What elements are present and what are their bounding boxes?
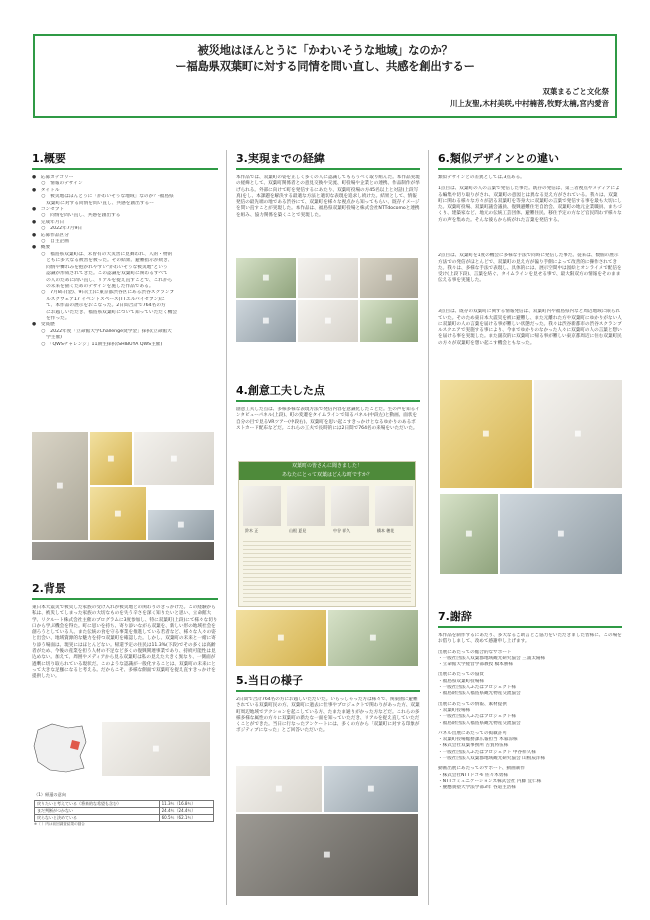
section-heading: 6.類似デザインとの違い	[438, 152, 560, 165]
section-heading: 2.背景	[32, 582, 66, 595]
camera-icon: ◼	[262, 316, 270, 326]
acknowledgement-line: 動画出展にあたってのサポート、動画制作	[438, 766, 525, 772]
section-event-day	[236, 672, 420, 766]
creativity-body: 創意工夫した点は、多様多様な表現方法で発信内容を意識化したことだ。生の声を知るインタビューパネル(上段)、町の変遷をタイムラインで知るパネル(中段左)と動画、面状を自分の目で見るVRツアー(中段右)、双葉町を思い起こすきっかけとなるゆかりのあるポストカード配布などだ。これらの工夫で長時的には2日間で764名の来場をいただいた。	[236, 407, 420, 431]
difference-point-3: 3点目は、既存の双葉町に関する情報発信は、双葉町内や福島県内など周辺地域に限られていた。そのため東日本大震災を被に避難し、また元離れた方や双葉町にゆかりがない人に双葉町の人の言葉を届ける事が難しい状態だった。我々は渋谷新都市の渋谷スクランブルスクエアで実施する事により、今までゆかりのなかった人々に双葉町の人の言葉と想いを届ける事を実現した。また副次的に双葉町に帰る事が難しい東京都周辺に住む双葉町民の方々が双葉町を想い起こす機会ともなった。	[438, 309, 622, 346]
timeline-panel-photo	[236, 610, 326, 666]
town-photo	[500, 494, 622, 574]
acknowledgement-line: ・福島財団法人福島県観光物産交流協会	[438, 720, 521, 726]
acknowledgement-line: パネル出展にあたっての掲載許可	[438, 730, 507, 736]
interviewee-name: 山根 夏見	[289, 528, 307, 533]
table-cell: 戻らないと決めている	[35, 815, 160, 822]
list-item: て、本作品の展示をおこなった。2日間合計で764名の方	[32, 303, 166, 309]
acknowledgement-line: 本作品を制作するにあたり、多大なるご助言とご協力をいただきました皆様に、この場をお借りしまして、改めて感謝申し上げます。	[438, 633, 622, 645]
camera-icon: ◼	[262, 273, 270, 283]
acknowledgement-line: ・立命館大学経営学部教授 橋本勝様	[438, 662, 513, 668]
heading-underline	[236, 400, 420, 402]
interview-panel	[238, 461, 416, 607]
acknowledgement-line: ・一般社団法人ふたばプロジェクト 中谷祥久様	[438, 749, 536, 755]
exhibition-photo	[90, 432, 132, 485]
list-item: を作った。	[32, 315, 70, 321]
section-heading: 5.当日の様子	[236, 674, 303, 687]
list-item: ともに多大なる被害を被った。その結果、避難指示が続き、	[32, 258, 173, 264]
acknowledgement-line: 出展にあたっての協賛	[438, 672, 484, 678]
table-cell: 11.3％（16.8％）	[159, 801, 213, 808]
camera-icon: ◼	[107, 453, 115, 464]
acknowledgement-line: ・一般社団法人双葉郡地域観光研究協会 三浦太陽様	[438, 655, 546, 661]
process-body: 本作品では、双葉町の姿を正しく多くの人に認識してもらうべく取り組んだ。本作品実現の経緯として、双葉町関係者との意見交換や交流、町役場や企業との連携、作品制作が挙げられる。外部に向けて町を発信するにあたり、双葉町役場の方45名以上と対話(上段写真)をし、本課題を解決する最適な方法と適切な表現を追求し続けた。結果として、情報発信の最先端の地である渋谷にて、双葉町を様々な視点から知ってもらい、既存イメージを問い直すことが実現した。本作品は、福島県双葉町役場と株式会社NTTdocomoと連携を組み、協力関係を築くことで実現した。	[236, 175, 420, 218]
section-differences	[438, 150, 622, 378]
table-row	[35, 808, 214, 815]
camera-icon: ◼	[465, 529, 473, 539]
camera-icon: ◼	[324, 316, 332, 326]
section-heading: 1.概要	[32, 152, 66, 165]
interviewee-photo	[243, 486, 281, 526]
section-heading: 4.創意工夫した点	[236, 384, 325, 397]
camera-icon: ◼	[324, 273, 332, 283]
camera-icon: ◼	[557, 529, 565, 539]
camera-icon: ◼	[385, 273, 393, 283]
list-item: 双葉町に対する同情を問い直し、共感を創出するー	[32, 200, 154, 206]
return-intention-table	[34, 800, 214, 822]
list-item: ルスクウェア17 イベントスペース(TTエルパイセブン)に	[32, 296, 165, 302]
panel-display-photo	[440, 380, 532, 488]
meeting-photo	[360, 300, 418, 342]
title-box	[33, 34, 617, 118]
heading-underline	[32, 598, 218, 600]
fukushima-map	[32, 722, 90, 774]
difference-point-1: 1点目は、双葉町の人の言葉で発信した事だ。既存の発信は、第三者視点やメディアによる編集や切り取りがされ、双葉町の意図とは異なる見え方がされている。我々は、双葉町に関わる様々な方々が語る双葉町を等身大に双葉町の言葉で発信する事を最も大切にした。双葉町役場、双葉町議会議員、復興避難住宅自治会、双葉町の地元企業職員、まちづくり、建築家など、地元の伝統工芸団体、避難住民、移住予定の方など官民問わず様々な方の声を集めた。そんな彼らから紡がれた言葉を発信する。	[438, 186, 622, 223]
acknowledgement-line: 出展にあたっての情報、素材提供	[438, 701, 507, 707]
meeting-photo	[236, 300, 296, 342]
table-note: ※（ ）内は前回調査結果の割合	[34, 822, 85, 826]
camera-icon: ◼	[56, 481, 64, 491]
list-item: ● 完成年月日	[32, 219, 65, 225]
heading-underline	[236, 690, 420, 692]
event-body: 2日間で合計764名の方にお越しいただいた。いらっしゃった方は様々で、関東圏に避難されている双葉町民の方、双葉町に過去に仕事やプロジェクトで関わりがあった方、双葉町周辺地域でアクションを起こしている方、たまたま通りがかった方などだ。これらの多様多様な属性の方々に双葉町の新たな一面を知っていただき、リアルを捉え直していただくことができた。当日に行なったアンケートには、多くの方から「双葉町に対する印象がポジティブになった」とご回答いただいた。	[236, 697, 420, 734]
table-cell: まだ判断がつかない	[35, 808, 160, 815]
list-item: 学主催)	[32, 335, 62, 341]
table-row	[35, 801, 214, 808]
camera-icon: ◼	[177, 520, 185, 530]
list-item: ● タイトル	[32, 187, 60, 193]
event-photo	[324, 766, 418, 812]
list-item: ● 概要	[32, 245, 51, 251]
interviewee-name: 橋本 穂花	[377, 528, 395, 533]
list-item: ● コンセプト	[32, 207, 65, 213]
list-item: ○ 2022年7月9日	[32, 226, 83, 232]
interviewee-photo	[375, 486, 413, 526]
camera-icon: ◼	[275, 784, 283, 794]
list-item: の人のために問い直し、リアルを捉え直すことで、これから	[32, 277, 173, 283]
meeting-photo	[298, 258, 358, 298]
acknowledgement-line: ・一般社団法人ふたばプロジェクト様	[438, 685, 517, 691]
camera-icon: ◼	[482, 429, 490, 439]
list-item: ○ 情報のデザイン	[32, 181, 83, 187]
exhibition-photo	[32, 542, 214, 560]
camera-icon: ◼	[114, 508, 122, 519]
section-process	[236, 150, 420, 260]
list-item: 認識が形成されてきた。この認識を双葉町に関わるすべて	[32, 271, 168, 277]
heading-underline	[236, 168, 420, 170]
panel-title: 双葉町の皆さんに聞きました！	[239, 462, 415, 471]
table-cell: 戻りたいと考えている（将来的な希望も含む）	[35, 801, 160, 808]
interviewee-name: 中谷 祥久	[333, 528, 351, 533]
list-item: 同情や憐れみを抱かれやすい"かわいそうな被災地"という	[32, 264, 168, 270]
camera-icon: ◼	[367, 784, 375, 794]
acknowledgement-line: ・一般社団法人双葉郡地域観光研究協会 山根辰洋様	[438, 756, 546, 762]
list-item: ● 応募カテゴリー	[32, 175, 74, 180]
section-background	[32, 580, 218, 720]
interviewee-photo	[287, 486, 325, 526]
quote-text-block	[243, 538, 411, 604]
list-item: ● 応募作品区分	[32, 232, 69, 238]
acknowledgement-line: ・慶應義塾大学法学部3年 谷道主浩様	[438, 785, 516, 791]
list-item: ○ 被災地はほんとうに「かわいそうな地域」なのか？-福島県	[32, 194, 174, 200]
acknowledgement-line: ・福島財団法人福島県観光物産交流協会	[438, 691, 521, 697]
exhibition-photo	[134, 432, 214, 485]
authors: 川上友聖,木村美咲,中村楠菩,牧野太楠,宮内愛音	[449, 99, 609, 108]
meeting-photo	[236, 258, 296, 298]
town-photo	[440, 494, 498, 574]
difference-point-2: 2点目は、双葉町を1度の機会に多様な手法で同時に発信した事だ。従来は、数個の展示方法での発信がほとんどで、双葉町の見え方が偏り手側によって改善的に操作されてきた。我々は、多様な手法で表現し、具体的には、展示空間中は図絵とオンライメで配信を受け(上段下段)、言葉を紡ぐ、タイムラインを見せる事で、最大限双方の情報をそのまま伝える事を実施した。	[438, 253, 622, 284]
acknowledgement-line: ・双葉町役場総務課広報担当 木暮涼様	[438, 737, 518, 743]
list-item: ○ 同情を問い直し、共感を創出する	[32, 213, 121, 219]
panel-subtitle: あなたにとって双葉はどんな町ですか？	[239, 471, 415, 480]
camera-icon: ◼	[574, 429, 582, 439]
acknowledgement-line: 出展にあたっての総合的なサポート	[438, 649, 512, 655]
vr-tour-photo	[328, 610, 418, 666]
list-item: ○ 自主企画	[32, 239, 69, 245]
table-cell: 60.5％（62.1％）	[159, 815, 213, 822]
heading-underline	[438, 168, 622, 170]
camera-icon: ◼	[369, 633, 377, 643]
list-item: の未来を描くためのデザインを施した作品である。	[32, 283, 154, 289]
camera-icon: ◼	[323, 850, 331, 860]
acknowledgement-line: ・NTTコミュニケーションズ株式会社 内藤 宜仁様	[438, 778, 542, 784]
section-acknowledgements	[438, 608, 622, 908]
event-photo	[236, 814, 418, 896]
acknowledgement-line: ・一般社団法人ふたばプロジェクト様	[438, 714, 517, 720]
organization: 双葉まるごと文化祭	[542, 87, 609, 96]
meeting-photo	[298, 300, 358, 342]
acknowledgement-line: ・株式会社NTTドコモ 佐々木勇様	[438, 772, 508, 778]
section-heading: 7.謝辞	[438, 610, 472, 623]
column-divider	[226, 150, 227, 905]
camera-icon: ◼	[277, 633, 285, 643]
heading-underline	[438, 626, 622, 628]
acknowledgement-line: ・双葉町役場様	[438, 707, 471, 713]
list-item: ○ 2022年度「立命館大学Challenge奨学金」採択(立命館大	[32, 328, 172, 334]
column-divider	[428, 150, 429, 905]
acknowledgement-line: ・株式会社双葉事務所 古賀将伍様	[438, 743, 509, 749]
exhibition-photo	[32, 432, 88, 540]
subtitle: ー福島県双葉町に対する同情を問い直し、共感を創出するー	[175, 59, 475, 73]
table-caption: （1）帰還の意向	[34, 792, 66, 797]
town-photo	[102, 722, 210, 776]
exhibition-photo	[90, 487, 146, 540]
interviewee-photo	[534, 380, 622, 488]
list-item: ● 受賞歴	[32, 322, 55, 328]
main-title: 被災地はほんとうに「かわいそうな地域」なのか？	[197, 43, 453, 57]
camera-icon: ◼	[152, 744, 160, 754]
section-heading: 3.実現までの経緯	[236, 152, 325, 165]
list-item: ○ 7月8日(金)、9日(土)に東京都渋谷区にある渋谷スクランブ	[32, 290, 175, 296]
meeting-photo	[360, 258, 418, 298]
interviewee-photo	[331, 486, 369, 526]
list-item: にお越しいただき、福島県双葉町について知っていただく機会	[32, 309, 178, 315]
section-creativity	[236, 382, 420, 460]
exhibition-photo	[148, 510, 214, 540]
event-photo	[236, 766, 322, 812]
camera-icon: ◼	[170, 453, 178, 464]
list-item: ○ 「QWSチャレンジ」11期生採択(SHIBUYA QWS主催)	[32, 341, 163, 347]
interviewee-name: 鈴木 正	[245, 528, 259, 533]
table-cell: 24.4％（24.4％）	[159, 808, 213, 815]
heading-underline	[32, 168, 218, 170]
overview-list	[32, 175, 218, 348]
background-body: 東日本大震災で被災した家族の受け入れが被災地との関わりのきっかけだ。この経験から私は、被災してしまった家族の大切なものを失う辛さを深く知りたいと思い、立命館大学、リクルート株式会社主催のプログラムに3度参加し、特に双葉町(上段)にて様々な切り口から学ぶ機会を得た。町に思いを持ち、寄り添いながら双葉を、新しい形の地域社会を創ろうとしている人、また伝統の食を守る事業を推進している若者など、様々な人々の姿と出会い、地域資源的な魅力を持つ双葉町を確認した。しかし、双葉町の未来と一緒に寄り添う場面は、現実にはほとんどない。帰還予定の住民は11.3%(下段)でその多くは高齢者がため、今後の産業を担う人材の不足など多くの復興関連事業であり、持続可能性は見込めない。加えて、周囲やメディアから見る双葉町は私の見えた大きく異なり、一側面が過剰に切り取られている現状だ。このような認識が一般化することは、双葉町の未来にとって大きな足枷になると考える。だからこそ、多様な側面で双葉町を捉え直すきっかけを提供したい。	[32, 605, 218, 680]
table-row	[35, 815, 214, 822]
differences-intro: 類似デザインとの差異としては,3点ある。	[438, 175, 525, 180]
acknowledgement-line: ・福島県双葉町役場様	[438, 678, 484, 684]
camera-icon: ◼	[385, 316, 393, 326]
list-item: ○ 福島県双葉町は、未曾有の大災害に見舞われ、人的・物的	[32, 251, 173, 257]
